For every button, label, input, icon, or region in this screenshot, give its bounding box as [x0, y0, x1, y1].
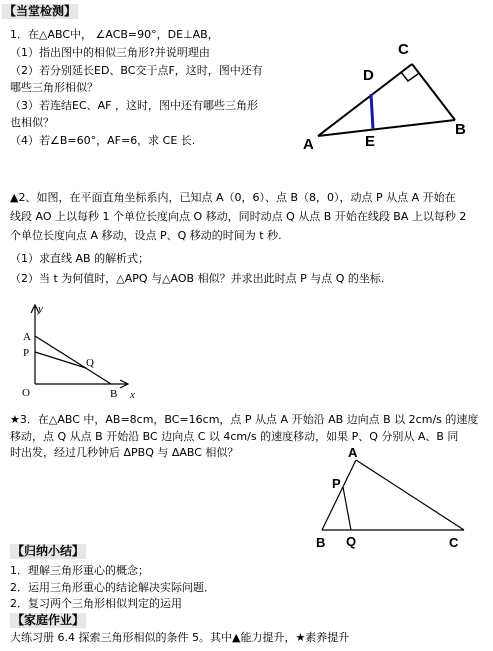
q2-line3: 个单位长度向点 A 移动，设点 P、Q 移动的时间为 t 秒. — [10, 229, 282, 242]
section-title-practice: 【当堂检测】 — [4, 4, 77, 18]
fig1-segment-de — [371, 94, 373, 129]
q1-line1: 1．在△ABC中， ∠ACB=90°，DE⊥AB， — [10, 28, 219, 41]
fig1-side-cb — [412, 64, 455, 120]
q3-line1: ★3．在△ABC 中，AB=8cm，BC=16cm，点 P 从点 A 开始沿 AB 边向点 B 以 2cm/s 的速度 — [10, 413, 479, 426]
fig2-label-p: P — [23, 347, 30, 359]
fig3-side-ab — [322, 460, 356, 530]
fig2-label-o: O — [22, 387, 30, 399]
fig1-label-a: A — [303, 136, 314, 153]
fig3-label-c: C — [449, 535, 459, 550]
summary-item-2: 2．运用三角形重心的结论解决实际问题． — [10, 581, 215, 594]
fig3-label-p: P — [332, 476, 341, 491]
q2-line1: ▲2、如图，在平面直角坐标系内，已知点 A（0，6）、点 B（8，0），动点 P 从点 A 开始在 — [10, 191, 456, 204]
q1-line4: 哪些三角形相似？ — [10, 81, 98, 94]
fig3-segment-pq — [343, 487, 351, 530]
fig2-segment-ab — [35, 336, 111, 384]
fig2-label-q: Q — [86, 357, 94, 369]
q3-line3: 时出发，经过几秒钟后 ΔPBQ 与 ΔABC 相似？ — [10, 446, 239, 459]
q1-line2: （1）指出图中的相似三角形?并说明理由 — [10, 46, 210, 59]
summary-item-3: 2．复习两个三角形相似判定的运用 — [10, 597, 182, 610]
fig2-label-y: y — [38, 303, 43, 315]
section-title-homework: 【家庭作业】 — [12, 613, 85, 627]
q2-line2: 线段 AO 上以每秒 1 个单位长度向点 O 移动，同时动点 Q 从点 B 开始在线段 BA 上以每秒 2 — [10, 210, 467, 223]
fig3-label-q: Q — [346, 534, 357, 549]
fig2-segment-pq — [35, 352, 86, 368]
fig1-label-d: D — [363, 67, 374, 84]
summary-item-1: 1．理解三角形重心的概念； — [10, 564, 149, 577]
fig2-label-x: x — [130, 389, 135, 401]
q3-line2: 移动，点 Q 从点 B 开始沿 BC 边向点 C 以 4cm/s 的速度移动，如果 P、Q 分别从 A、B 同 — [10, 430, 459, 443]
fig1-label-c: C — [398, 41, 409, 58]
homework-text: 大练习册 6.4 探索三角形相似的条件 5。其中▲能力提升，★素养提升 — [10, 631, 350, 644]
q1-line3: （2）若分别延长ED、BC交于点F，这时，图中还有 — [10, 64, 263, 77]
fig1-label-e: E — [365, 133, 376, 150]
fig2-label-a: A — [23, 331, 31, 343]
q1-line5: （3）若连结EC、AF ，这时，图中还有哪些三角形 — [10, 99, 258, 112]
fig3-side-ac — [356, 460, 464, 530]
fig3-label-a: A — [348, 445, 358, 460]
fig1-right-angle-mark — [401, 72, 418, 81]
q2-line5: （2）当 t 为何值时，△APQ 与△AOB 相似？并求出此时点 P 与点 Q 的坐标. — [10, 272, 385, 285]
fig3-label-b: B — [316, 535, 326, 550]
q2-line4: （1）求直线 AB 的解析式； — [10, 252, 150, 265]
fig1-side-ab — [318, 120, 455, 136]
q1-line7: （4）若∠B=60°，AF=6，求 CE 长. — [10, 134, 196, 147]
q1-line6: 也相似？ — [10, 116, 54, 129]
fig1-label-b: B — [455, 121, 466, 138]
section-title-summary: 【归纳小结】 — [12, 544, 85, 558]
fig2-label-b: B — [110, 388, 118, 400]
